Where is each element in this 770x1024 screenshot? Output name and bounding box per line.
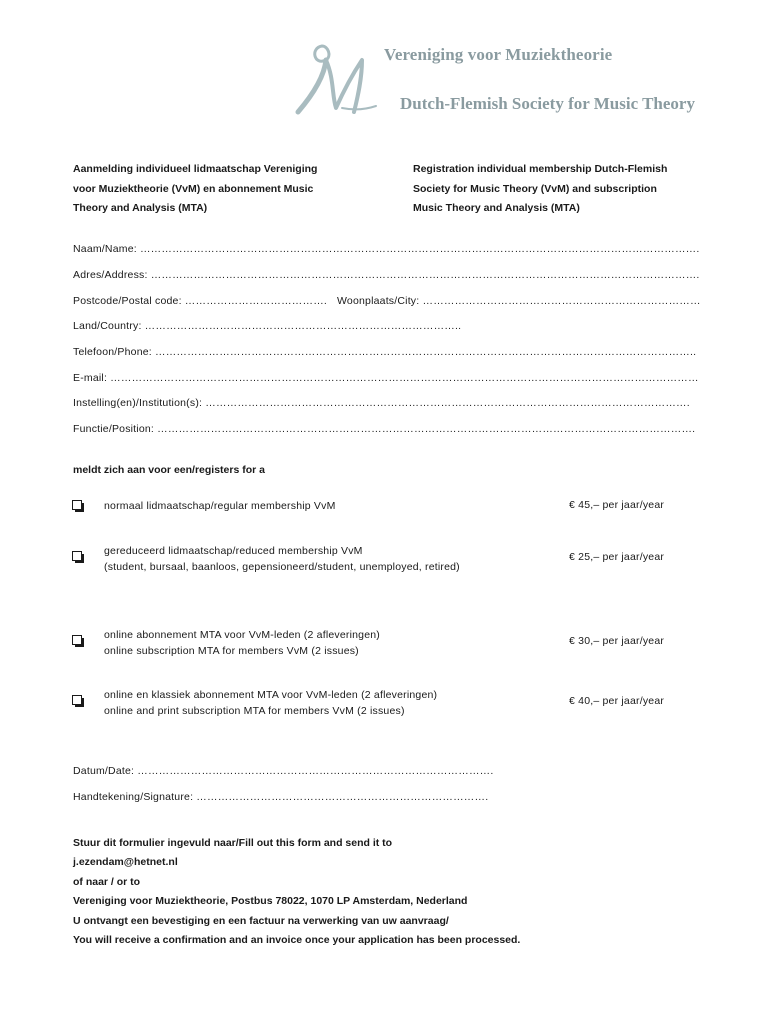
option-line: online subscription MTA for members VvM (2 issues) (104, 645, 359, 657)
institution-field[interactable]: Instelling(en)/Institution(s): ………………………………………………………………………………………………………………………. (73, 397, 690, 409)
option-line: normaal lidmaatschap/regular membership VvM (104, 500, 336, 512)
option-online-label (104, 627, 380, 659)
email-field[interactable]: E-mail: ………………………………………………………………………………………………………………………………………………… (73, 372, 699, 384)
phone-field[interactable]: Telefoon/Phone: …………………………………………………………………………………………………………………………………….. (73, 346, 697, 358)
option-reduced-checkbox[interactable] (72, 551, 82, 561)
country-field[interactable]: Land/Country: …………………………………………………………………………….. (73, 320, 462, 332)
option-online-print-price: € 40,– per jaar/year (569, 695, 665, 707)
vvm-logo (292, 38, 382, 118)
option-reduced-label (104, 543, 460, 575)
option-line: online abonnement MTA voor VvM-leden (2 afleveringen) (104, 629, 380, 641)
name-field[interactable]: Naam/Name: …………………………………………………………………………………………………………………………………………. (73, 243, 700, 255)
title-en-line: Music Theory and Analysis (MTA) (413, 202, 580, 214)
title-en-line: Registration individual membership Dutch-Flemish (413, 163, 668, 175)
option-online-price: € 30,– per jaar/year (569, 635, 665, 647)
footer-postal-address: Vereniging voor Muziektheorie, Postbus 78022, 1070 LP Amsterdam, Nederland (73, 895, 468, 907)
option-regular-checkbox[interactable] (72, 500, 82, 510)
option-online-print-checkbox[interactable] (72, 695, 82, 705)
title-nl-line: Theory and Analysis (MTA) (73, 202, 208, 214)
footer-email[interactable]: j.ezendam@hetnet.nl (73, 856, 178, 868)
function-field[interactable]: Functie/Position: ……………………………………………………………………………………………………………………………………. (73, 423, 696, 435)
options-heading: meldt zich aan voor een/registers for a (73, 464, 265, 476)
address-field[interactable]: Adres/Address: ………………………………………………………………………………………………………………………………………. (73, 269, 700, 281)
option-line: (student, bursaal, baanloos, gepensioneerd/student, unemployed, retired) (104, 561, 460, 573)
footer-confirmation-nl: U ontvangt een bevestiging en een factuur na verwerking van uw aanvraag/ (73, 915, 449, 927)
option-regular-label (104, 498, 336, 514)
org-name-nl: Vereniging voor Muziektheorie (384, 45, 613, 64)
org-name-en: Dutch-Flemish Society for Music Theory (400, 94, 695, 113)
option-online-checkbox[interactable] (72, 635, 82, 645)
city-field[interactable]: Woonplaats/City: …………………………………………………………………… (337, 295, 701, 307)
footer-or: of naar / or to (73, 876, 141, 888)
title-nl-line: Aanmelding individueel lidmaatschap Vereniging (73, 163, 318, 175)
form-title-en (413, 160, 713, 219)
option-line: gereduceerd lidmaatschap/reduced membership VvM (104, 545, 363, 557)
title-nl-line: voor Muziektheorie (VvM) en abonnement Music (73, 182, 314, 195)
form-title-nl (73, 160, 373, 219)
footer-send-instruction: Stuur dit formulier ingevuld naar/Fill out this form and send it to (73, 837, 393, 849)
date-field[interactable]: Datum/Date: ………………………………………………………………………………………. (73, 765, 494, 777)
signature-field[interactable]: Handtekening/Signature: ………………………………………………………………………. (73, 791, 489, 803)
footer-confirmation-en: You will receive a confirmation and an invoice once your application has been processed. (73, 934, 521, 946)
option-regular-price: € 45,– per jaar/year (569, 499, 665, 511)
option-line: online and print subscription MTA for members VvM (2 issues) (104, 705, 405, 717)
option-line: online en klassiek abonnement MTA voor VvM-leden (2 afleveringen) (104, 689, 438, 701)
postcode-field[interactable]: Postcode/Postal code: …………………………………. (73, 295, 328, 307)
option-reduced-price: € 25,– per jaar/year (569, 551, 665, 563)
option-online-print-label (104, 687, 437, 719)
title-en-line: Society for Music Theory (VvM) and subscription (413, 182, 657, 195)
